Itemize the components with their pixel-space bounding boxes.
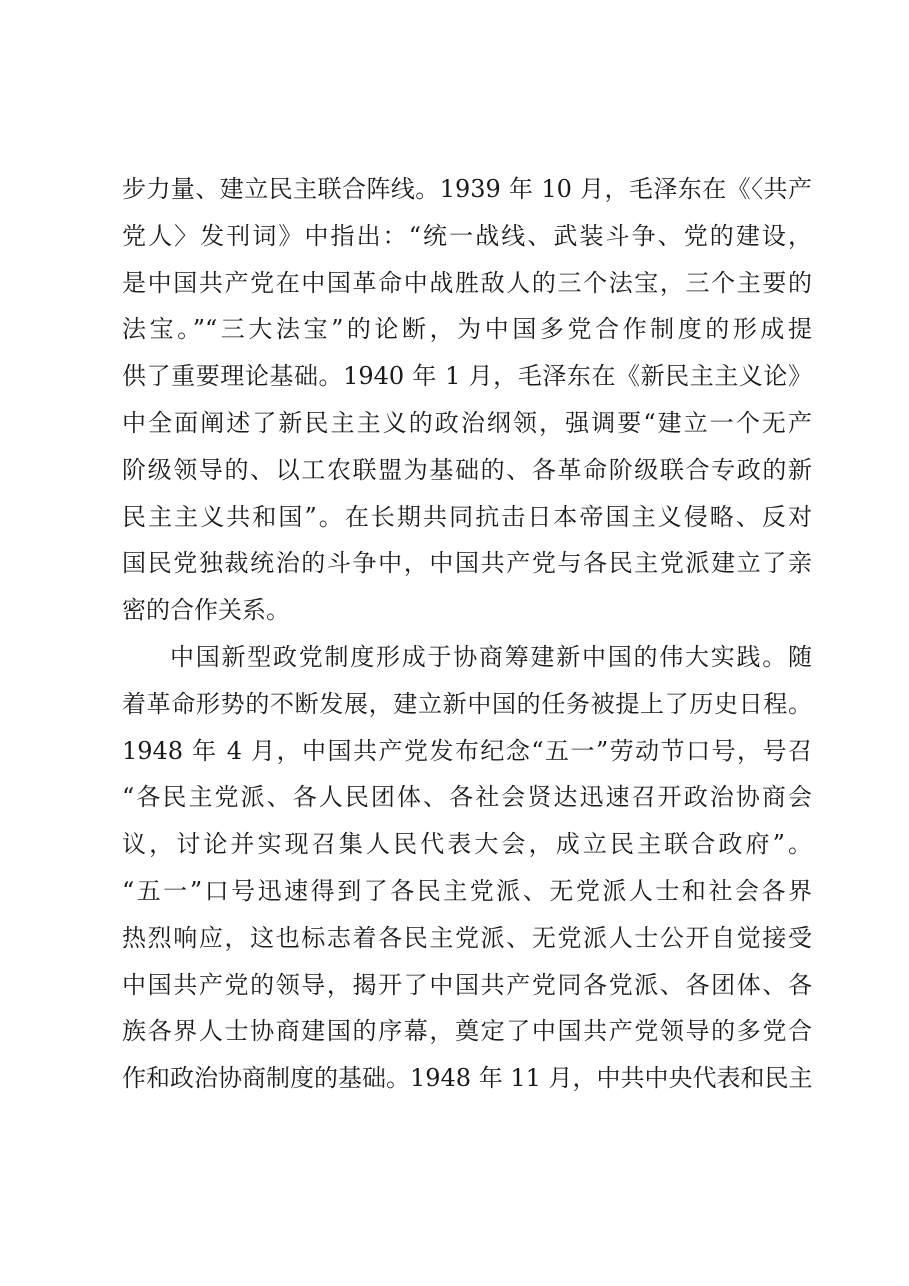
text-line-8: 民主主义共和国”。在长期共同抗击日本帝国主义侵略、反对 <box>122 502 812 531</box>
text-line-11: 中国新型政党制度形成于协商筹建新中国的伟大实践。随 <box>170 642 812 671</box>
text-line-9: 国民党独裁统治的斗争中，中国共产党与各民主党派建立了亲 <box>122 549 812 578</box>
text-line-10: 密的合作关系。 <box>122 596 290 625</box>
text-line-18: 中国共产党的领导，揭开了中国共产党同各党派、各团体、各 <box>122 970 812 999</box>
text-line-1: 步力量、建立民主联合阵线。1939 年 10 月，毛泽东在《〈共产 <box>122 175 812 203</box>
text-line-4: 法宝。”“三大法宝”的论断，为中国多党合作制度的形成提 <box>122 315 812 344</box>
text-line-13: 1948 年 4 月，中国共产党发布纪念“五一”劳动节口号，号召 <box>122 736 812 765</box>
text-line-2: 党人〉发刊词》中指出：“统一战线、武装斗争、党的建设， <box>122 221 812 250</box>
body-text <box>122 166 812 1102</box>
text-line-14: “各民主党派、各人民团体、各社会贤达迅速召开政治协商会 <box>122 783 812 812</box>
text-line-19: 族各界人士协商建国的序幕，奠定了中国共产党领导的多党合 <box>122 1017 812 1046</box>
text-line-16: “五一”口号迅速得到了各民主党派、无党派人士和社会各界 <box>122 876 812 905</box>
text-line-5: 供了重要理论基础。1940 年 1 月，毛泽东在《新民主主义论》 <box>122 362 812 391</box>
text-line-17: 热烈响应，这也标志着各民主党派、无党派人士公开自觉接受 <box>122 923 812 952</box>
text-line-7: 阶级领导的、以工农联盟为基础的、各革命阶级联合专政的新 <box>122 455 812 484</box>
text-line-12: 着革命形势的不断发展，建立新中国的任务被提上了历史日程。 <box>122 689 812 718</box>
text-line-3: 是中国共产党在中国革命中战胜敌人的三个法宝，三个主要的 <box>122 268 812 297</box>
text-line-20: 作和政治协商制度的基础。1948 年 11 月，中共中央代表和民主 <box>122 1064 813 1093</box>
text-line-15: 议，讨论并实现召集人民代表大会，成立民主联合政府”。 <box>122 830 812 859</box>
text-line-6: 中全面阐述了新民主主义的政治纲领，强调要“建立一个无产 <box>122 408 812 437</box>
